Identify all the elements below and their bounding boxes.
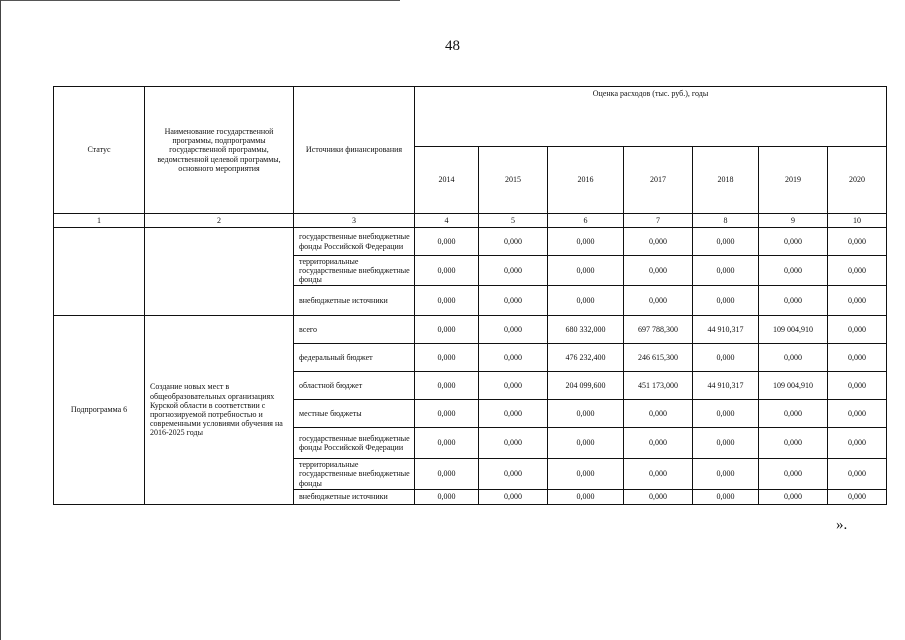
value-cell: 680 332,000 (548, 316, 624, 344)
program-name-cell (145, 228, 294, 316)
year-2015: 2015 (479, 147, 548, 214)
program-name-cell: Создание новых мест в общеобразовательных организациях Курской области в соответствии с прогнозируемой потребностью и современными условиями обучения на 2016-2025 годы (145, 316, 294, 505)
value-cell: 0,000 (624, 400, 693, 428)
source-cell: территориальные государственные внебюджетные фонды (294, 256, 415, 286)
col-number: 8 (693, 214, 759, 228)
value-cell: 0,000 (828, 256, 887, 286)
value-cell: 0,000 (479, 372, 548, 400)
table-row (54, 228, 887, 256)
value-cell: 0,000 (479, 344, 548, 372)
value-cell: 0,000 (624, 428, 693, 459)
value-cell: 0,000 (479, 256, 548, 286)
value-cell: 0,000 (479, 459, 548, 490)
value-cell: 0,000 (828, 316, 887, 344)
value-cell: 246 615,300 (624, 344, 693, 372)
value-cell: 0,000 (415, 256, 479, 286)
value-cell: 0,000 (693, 256, 759, 286)
value-cell: 109 004,910 (759, 316, 828, 344)
source-cell: государственные внебюджетные фонды Российской Федерации (294, 228, 415, 256)
value-cell: 0,000 (828, 428, 887, 459)
source-cell: местные бюджеты (294, 400, 415, 428)
value-cell: 0,000 (479, 428, 548, 459)
scan-left-edge (0, 0, 1, 640)
value-cell: 0,000 (759, 228, 828, 256)
status-cell: Подпрограмма 6 (54, 316, 145, 505)
source-cell: областной бюджет (294, 372, 415, 400)
year-2018: 2018 (693, 147, 759, 214)
value-cell: 0,000 (479, 228, 548, 256)
year-2016: 2016 (548, 147, 624, 214)
value-cell: 0,000 (479, 286, 548, 316)
col-number: 10 (828, 214, 887, 228)
value-cell: 0,000 (828, 372, 887, 400)
value-cell: 0,000 (693, 490, 759, 505)
value-cell: 0,000 (548, 256, 624, 286)
source-cell: территориальные государственные внебюджетные фонды (294, 459, 415, 490)
value-cell: 0,000 (759, 428, 828, 459)
value-cell: 0,000 (548, 228, 624, 256)
header-estimate: Оценка расходов (тыс. руб.), годы (415, 87, 887, 147)
header-name: Наименование государственной программы, подпрограммы государственной программы, ведомственной целевой программы, основного мероприятия (145, 87, 294, 214)
col-number: 7 (624, 214, 693, 228)
value-cell: 0,000 (624, 228, 693, 256)
header-status: Статус (54, 87, 145, 214)
year-2019: 2019 (759, 147, 828, 214)
value-cell: 476 232,400 (548, 344, 624, 372)
value-cell: 0,000 (828, 228, 887, 256)
col-number: 2 (145, 214, 294, 228)
value-cell: 0,000 (759, 344, 828, 372)
source-cell: государственные внебюджетные фонды Российской Федерации (294, 428, 415, 459)
value-cell: 0,000 (624, 286, 693, 316)
value-cell: 0,000 (548, 400, 624, 428)
status-cell (54, 228, 145, 316)
value-cell: 0,000 (828, 344, 887, 372)
value-cell: 0,000 (415, 228, 479, 256)
header-sources: Источники финансирования (294, 87, 415, 214)
value-cell: 0,000 (415, 490, 479, 505)
value-cell: 0,000 (415, 286, 479, 316)
value-cell: 697 788,300 (624, 316, 693, 344)
value-cell: 451 173,000 (624, 372, 693, 400)
col-number: 4 (415, 214, 479, 228)
value-cell: 0,000 (759, 490, 828, 505)
value-cell: 0,000 (548, 490, 624, 505)
column-number-row (54, 214, 887, 228)
value-cell: 0,000 (693, 228, 759, 256)
value-cell: 44 910,317 (693, 372, 759, 400)
budget-table (53, 86, 887, 505)
col-number: 6 (548, 214, 624, 228)
page-number: 48 (445, 38, 460, 54)
value-cell: 0,000 (624, 459, 693, 490)
year-2020: 2020 (828, 147, 887, 214)
value-cell: 0,000 (759, 256, 828, 286)
source-cell: внебюджетные источники (294, 286, 415, 316)
source-cell: всего (294, 316, 415, 344)
scan-top-edge (0, 0, 400, 1)
value-cell: 0,000 (693, 459, 759, 490)
value-cell: 0,000 (415, 459, 479, 490)
value-cell: 0,000 (693, 428, 759, 459)
value-cell: 0,000 (828, 459, 887, 490)
value-cell: 0,000 (828, 400, 887, 428)
source-cell: федеральный бюджет (294, 344, 415, 372)
col-number: 1 (54, 214, 145, 228)
value-cell: 0,000 (693, 344, 759, 372)
source-cell: внебюджетные источники (294, 490, 415, 505)
year-2017: 2017 (624, 147, 693, 214)
col-number: 5 (479, 214, 548, 228)
value-cell: 0,000 (828, 286, 887, 316)
value-cell: 0,000 (759, 400, 828, 428)
value-cell: 109 004,910 (759, 372, 828, 400)
closing-quote: ». (836, 517, 848, 533)
value-cell: 0,000 (415, 400, 479, 428)
year-2014: 2014 (415, 147, 479, 214)
value-cell: 0,000 (415, 372, 479, 400)
col-number: 9 (759, 214, 828, 228)
value-cell: 0,000 (624, 490, 693, 505)
value-cell: 0,000 (624, 256, 693, 286)
value-cell: 0,000 (828, 490, 887, 505)
header-row-top (54, 87, 887, 147)
value-cell: 0,000 (548, 428, 624, 459)
value-cell: 0,000 (479, 490, 548, 505)
value-cell: 0,000 (693, 400, 759, 428)
value-cell: 0,000 (415, 344, 479, 372)
value-cell: 44 910,317 (693, 316, 759, 344)
col-number: 3 (294, 214, 415, 228)
value-cell: 0,000 (415, 316, 479, 344)
value-cell: 0,000 (759, 459, 828, 490)
table-row (54, 316, 887, 344)
value-cell: 0,000 (693, 286, 759, 316)
value-cell: 0,000 (548, 459, 624, 490)
value-cell: 204 099,600 (548, 372, 624, 400)
value-cell: 0,000 (479, 316, 548, 344)
value-cell: 0,000 (759, 286, 828, 316)
value-cell: 0,000 (479, 400, 548, 428)
value-cell: 0,000 (415, 428, 479, 459)
value-cell: 0,000 (548, 286, 624, 316)
